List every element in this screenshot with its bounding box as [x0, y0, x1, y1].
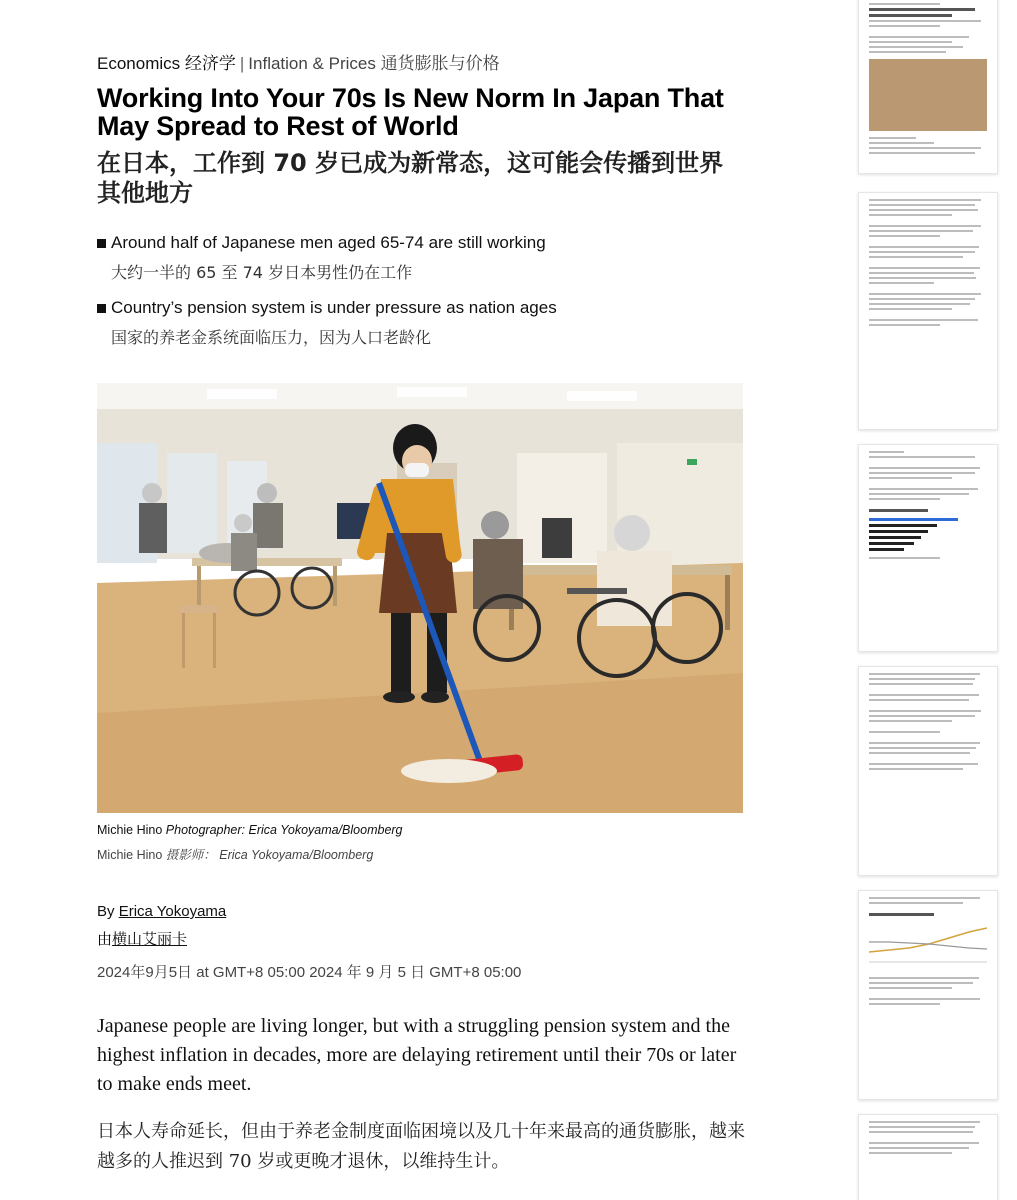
- hero-photo: [97, 383, 743, 813]
- section-breadcrumb: [97, 52, 747, 76]
- lead-paragraph-chinese: 日本人寿命延长，但由于养老金制度面临困境以及几十年来最高的通货膨胀，越来越多的人推迟到 70 岁或更晚才退休，以维持生计。: [97, 1121, 745, 1172]
- page-thumbnail[interactable]: [858, 666, 998, 876]
- thumbnail-photo: [869, 59, 987, 131]
- caption-credit-english: Photographer: Erica Yokoyama/Bloomberg: [165, 823, 403, 837]
- lead-paragraph-english: Japanese people are living longer, but with a struggling pension system and the highest inflation in decades, more are delaying retirement until their 70s or later to make ends meet.: [97, 1015, 737, 1095]
- breadcrumb-separator: |: [239, 54, 245, 73]
- headline-english: Working Into Your 70s Is New Norm In Japan That May Spread to Rest of World: [97, 83, 724, 141]
- page-thumbnail[interactable]: [858, 192, 998, 430]
- article: [97, 52, 747, 1177]
- summary-bullets: [97, 232, 747, 349]
- byline-english: [97, 903, 747, 920]
- summary-bullet: [97, 232, 747, 284]
- author-link-chinese[interactable]: 横山艾丽卡: [112, 930, 188, 948]
- caption-subject: Michie Hino: [97, 848, 163, 862]
- page-thumbnail-rail: [858, 0, 998, 1200]
- headline-chinese: 在日本，工作到 70 岁已成为新常态，这可能会传播到世界其他地方: [97, 149, 724, 207]
- thumbnail-bar-chart: [869, 518, 987, 551]
- bullet-text-english: Around half of Japanese men aged 65-74 are still working: [111, 233, 546, 252]
- thumbnail-line-chart: [869, 922, 987, 971]
- bullet-square-icon: [97, 239, 106, 248]
- care-facility-photo: [97, 383, 743, 813]
- byline-prefix: By: [97, 903, 115, 920]
- author-link[interactable]: Erica Yokoyama: [118, 903, 227, 920]
- section-link[interactable]: Economics 经济学: [97, 54, 236, 73]
- summary-bullet: [97, 297, 747, 349]
- byline-prefix: 由: [97, 930, 113, 948]
- publish-date: 2024年9月5日 at GMT+8 05:00 2024 年 9 月 5 日 GMT+8 05:00: [97, 964, 522, 981]
- caption-subject: Michie Hino: [97, 823, 163, 837]
- bullet-text-chinese: 大约一半的 65 至 74 岁日本男性仍在工作: [111, 263, 413, 282]
- page-thumbnail[interactable]: [858, 890, 998, 1100]
- page-thumbnail[interactable]: [858, 1114, 998, 1200]
- page-thumbnail[interactable]: [858, 444, 998, 652]
- photo-caption-english: [97, 823, 747, 837]
- photo-caption-chinese: [97, 845, 747, 863]
- caption-credit-chinese: 摄影师： Erica Yokoyama/Bloomberg: [165, 848, 374, 862]
- bullet-square-icon: [97, 304, 106, 313]
- page-thumbnail[interactable]: [858, 0, 998, 174]
- subsection-link[interactable]: Inflation & Prices 通货膨胀与价格: [248, 54, 500, 73]
- bullet-text-chinese: 国家的养老金系统面临压力，因为人口老龄化: [111, 328, 432, 347]
- byline-chinese: [97, 928, 747, 949]
- bullet-text-english: Country’s pension system is under pressure as nation ages: [111, 298, 557, 317]
